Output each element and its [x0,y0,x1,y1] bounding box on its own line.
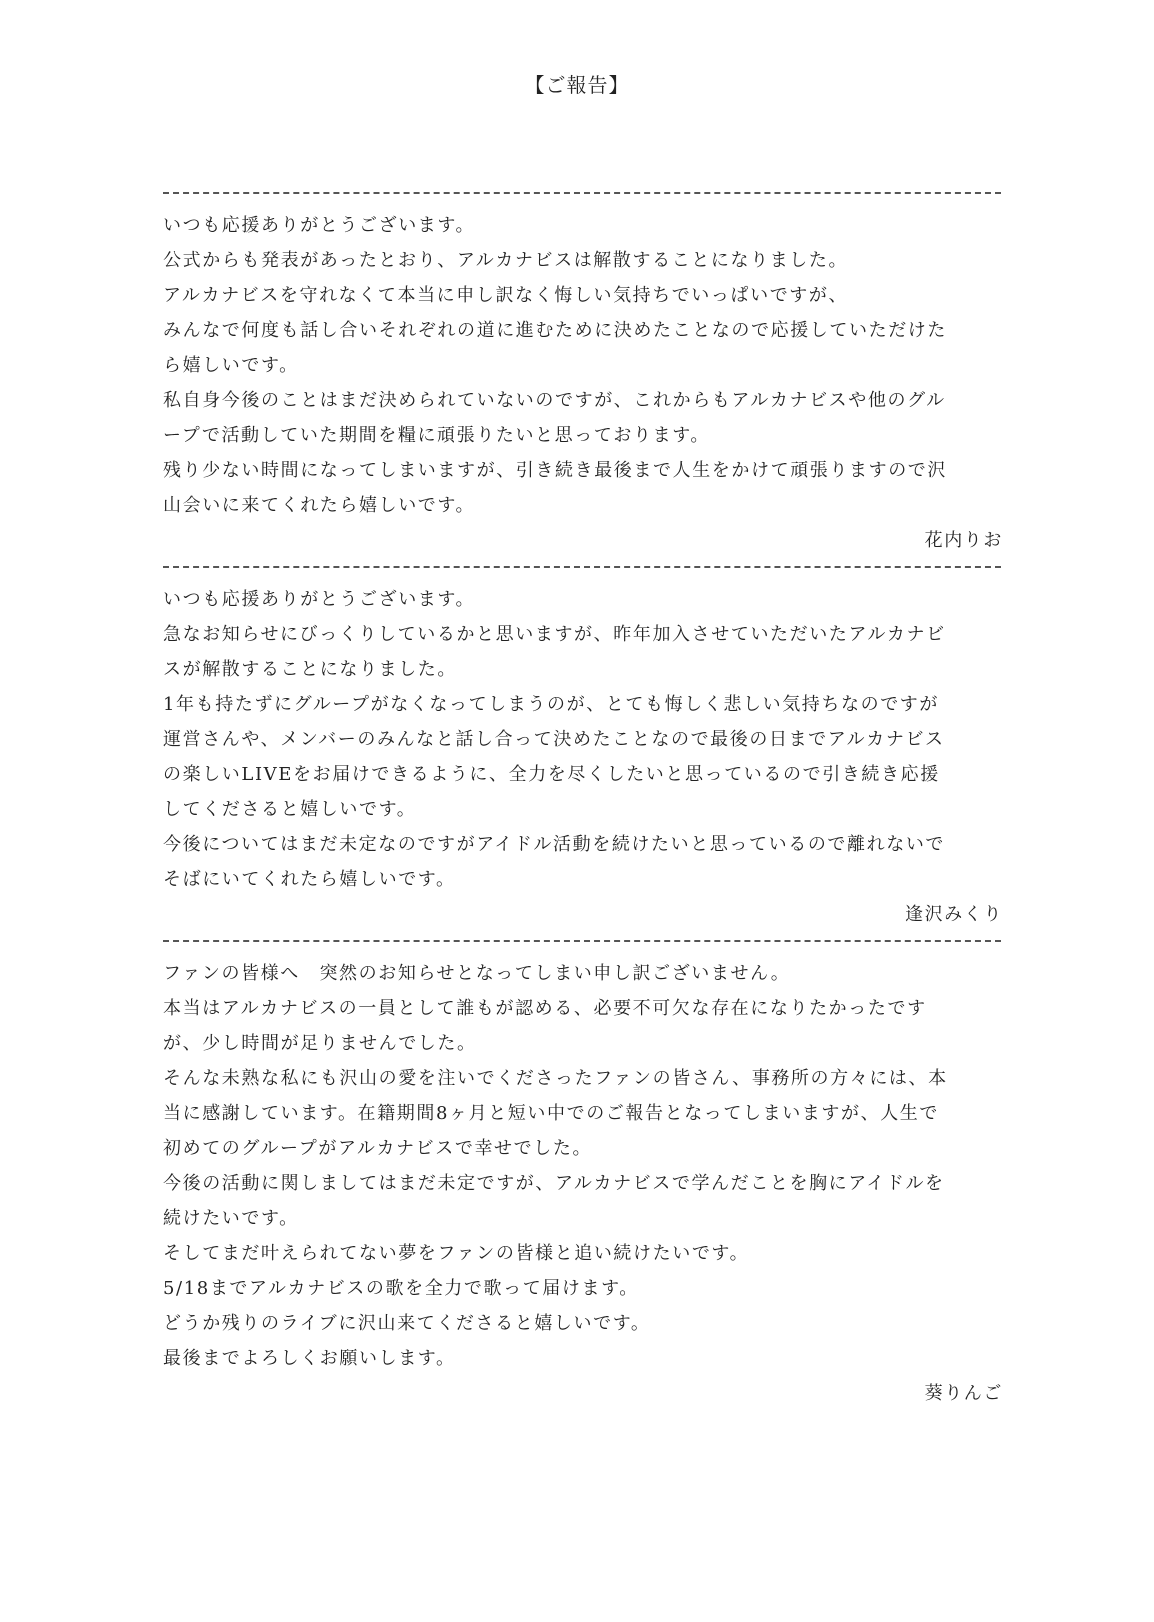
message-line: ファンの皆様へ 突然のお知らせとなってしまい申し訳ございません。 [163,963,791,984]
message-line: 1年も持たずにグループがなくなってしまうのが、とても悔しく悲しい気持ちなのですが [163,694,940,715]
message-line: 当に感謝しています。在籍期間8ヶ月と短い中でのご報告となってしまいますが、人生で [163,1103,940,1124]
message-line: スが解散することになりました。 [163,659,457,680]
message-line: 運営さんや、メンバーのみんなと話し合って決めたことなので最後の日までアルカナビス [163,729,945,750]
signature: 逢沢みくり [905,904,1003,925]
message-ringo [163,940,1003,1411]
message-line: 今後についてはまだ未定なのですがアイドル活動を続けたいと思っているので離れないで [163,834,946,855]
message-line: 続けたいです。 [163,1208,299,1229]
message-line: 最後までよろしくお願いします。 [163,1348,456,1369]
message-line: 急なお知らせにびっくりしているかと思いますが、昨年加入させていただいたアルカナビ [163,624,946,645]
message-line: みんなで何度も話し合いそれぞれの道に進むために決めたことなので応援していただけた [163,320,947,341]
message-line: ら嬉しいです。 [163,355,299,376]
message-line: 山会いに来てくれたら嬉しいです。 [163,495,476,516]
signature: 花内りお [924,530,1003,551]
message-line: 私自身今後のことはまだ決められていないのですが、これからもアルカナビスや他のグル [163,390,946,411]
message-line: の楽しいLIVEをお届けできるように、全力を尽くしたいと思っているので引き続き応援 [163,764,940,785]
message-mikuri [163,566,1003,932]
message-line: ープで活動していた期間を糧に頑張りたいと思っております。 [163,425,710,446]
page-title: 【ご報告】 [524,73,630,97]
message-line: そしてまだ叶えられてない夢をファンの皆様と追い続けたいです。 [163,1243,750,1264]
message-rio [163,192,1003,558]
message-line: 初めてのグループがアルカナビスで幸せでした。 [163,1138,593,1159]
dashed-divider [163,940,1001,942]
message-line: どうか残りのライブに沢山来てくださると嬉しいです。 [163,1313,651,1334]
message-line: 今後の活動に関しましてはまだ未定ですが、アルカナビスで学んだことを胸にアイドルを [163,1173,945,1194]
message-line: そばにいてくれたら嬉しいです。 [163,869,456,890]
message-line: アルカナビスを守れなくて本当に申し訳なく悔しい気持ちでいっぱいですが、 [163,285,849,306]
dashed-divider [163,566,1001,568]
message-line: が、少し時間が足りませんでした。 [163,1033,477,1054]
message-line: 本当はアルカナビスの一員として誰もが認める、必要不可欠な存在になりたかったです [163,998,927,1019]
dashed-divider [163,192,1001,194]
signature: 葵りんご [924,1383,1003,1404]
message-line: そんな未熟な私にも沢山の愛を注いでくださったファンの皆さん、事務所の方々には、本 [163,1068,948,1089]
message-line: いつも応援ありがとうございます。 [163,589,476,610]
message-line: 公式からも発表があったとおり、アルカナビスは解散することになりました。 [163,250,849,271]
message-line: してくださると嬉しいです。 [163,799,417,820]
message-line: 残り少ない時間になってしまいますが、引き続き最後まで人生をかけて頑張りますので沢 [163,460,947,481]
message-line: いつも応援ありがとうございます。 [163,215,476,236]
message-line: 5/18までアルカナビスの歌を全力で歌って届けます。 [163,1278,639,1299]
